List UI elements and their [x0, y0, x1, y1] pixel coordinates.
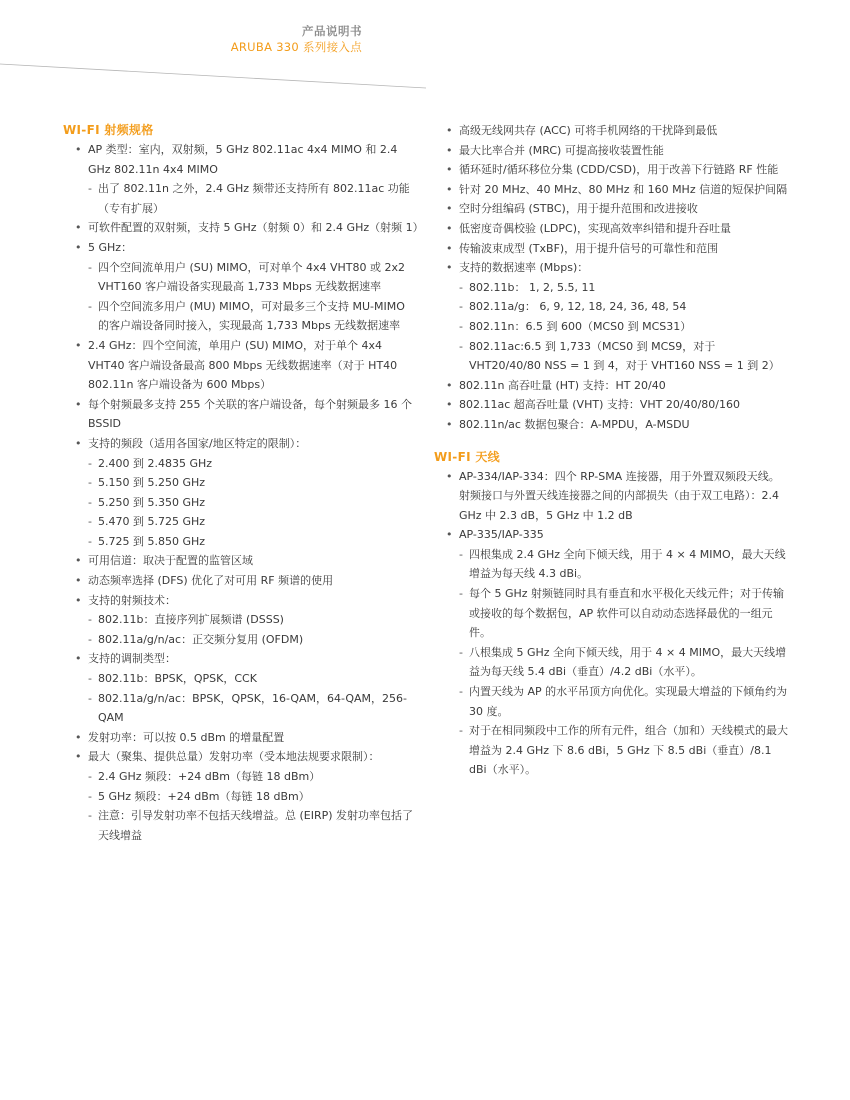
sub-bullet-item: - 802.11n：6.5 到 600（MCS0 到 MCS31） — [434, 317, 790, 337]
bullet-item: • 循环延时/循环移位分集 (CDD/CSD)，用于改善下行链路 RF 性能 — [434, 160, 790, 180]
bullet-item: • AP 类型：室内，双射频，5 GHz 802.11ac 4x4 MIMO 和 2.4 GHz 802.11n 4x4 MIMO — [63, 140, 419, 179]
bullet-item: • 空时分组编码 (STBC)，用于提升范围和改进接收 — [434, 199, 790, 219]
bullet-item: • 802.11n 高吞吐量 (HT) 支持：HT 20/40 — [434, 376, 790, 396]
sub-bullet-item: - 802.11a/g/n/ac：BPSK，QPSK，16-QAM，64-QAM，256-QAM — [63, 689, 419, 728]
sub-bullet-item: - 四根集成 2.4 GHz 全向下倾天线，用于 4 × 4 MIMO，最大天线增益为每天线 4.3 dBi。 — [434, 545, 790, 584]
bullet-item: • 802.11n/ac 数据包聚合：A-MPDU，A-MSDU — [434, 415, 790, 435]
bullet-item: • 支持的射频技术： — [63, 591, 419, 611]
bullet-item: • 802.11ac 超高吞吐量 (VHT) 支持：VHT 20/40/80/160 — [434, 395, 790, 415]
bullet-item: • 针对 20 MHz、40 MHz、80 MHz 和 160 MHz 信道的短保护间隔 — [434, 180, 790, 200]
bullet-item: • 可软件配置的双射频，支持 5 GHz（射频 0）和 2.4 GHz（射频 1） — [63, 218, 419, 238]
sub-bullet-item: - 5.470 到 5.725 GHz — [63, 512, 419, 532]
sub-bullet-item: - 2.400 到 2.4835 GHz — [63, 454, 419, 474]
rf-features-list — [434, 121, 790, 435]
sub-bullet-item: - 802.11a/g： 6, 9, 12, 18, 24, 36, 48, 54 — [434, 297, 790, 317]
sub-bullet-item: - 802.11ac:6.5 到 1,733（MCS0 到 MCS9，对于 VHT20/40/80 NSS = 1 到 4，对于 VHT160 NSS = 1 到 2） — [434, 337, 790, 376]
section-title-rf-specs: WI-FI 射频规格 — [63, 123, 154, 137]
sub-bullet-item: - 5.250 到 5.350 GHz — [63, 493, 419, 513]
sub-bullet-item: - 四个空间流多用户 (MU) MIMO，可对最多三个支持 MU-MIMO 的客户端设备同时接入，实现最高 1,733 Mbps 无线数据速率 — [63, 297, 419, 336]
bullet-item: • AP-335/IAP-335 — [434, 525, 790, 545]
sub-bullet-item: - 八根集成 5 GHz 全向下倾天线，用于 4 × 4 MIMO，最大天线增益为每天线 5.4 dBi（垂直）/4.2 dBi（水平）。 — [434, 643, 790, 682]
sub-bullet-item: - 对于在相同频段中工作的所有元件，组合（加和）天线模式的最大增益为 2.4 GHz 下 8.6 dBi，5 GHz 下 8.5 dBi（垂直）/8.1 dBi（水平）。 — [434, 721, 790, 780]
bullet-item: • 高级无线网共存 (ACC) 可将手机网络的干扰降到最低 — [434, 121, 790, 141]
sub-bullet-item: - 802.11b：BPSK，QPSK，CCK — [63, 669, 419, 689]
antenna-list — [434, 467, 790, 781]
bullet-item: • 5 GHz： — [63, 238, 419, 258]
sub-bullet-item: - 802.11b： 1, 2, 5.5, 11 — [434, 278, 790, 298]
bullet-item: • 低密度奇偶校验 (LDPC)，实现高效率纠错和提升吞吐量 — [434, 219, 790, 239]
rf-specs-list — [63, 140, 424, 845]
sub-bullet-item: - 802.11b：直接序列扩展频谱 (DSSS) — [63, 610, 419, 630]
bullet-item: • 动态频率选择 (DFS) 优化了对可用 RF 频谱的使用 — [63, 571, 419, 591]
header-title: 产品说明书 — [302, 24, 362, 38]
sub-bullet-item: - 每个 5 GHz 射频链同时具有垂直和水平极化天线元件；对于传输或接收的每个数据包，AP 软件可以自动动态选择最优的一组元件。 — [434, 584, 790, 643]
bullet-item: • 最大比率合并 (MRC) 可提高接收装置性能 — [434, 141, 790, 161]
bullet-item: • 可用信道：取决于配置的监管区域 — [63, 551, 419, 571]
section-title-antenna: WI-FI 天线 — [434, 449, 500, 464]
sub-bullet-item: - 5.725 到 5.850 GHz — [63, 532, 419, 552]
header-divider-line — [0, 58, 426, 98]
bullet-item: • 支持的数据速率 (Mbps)： — [434, 258, 790, 278]
sub-bullet-item: - 5.150 到 5.250 GHz — [63, 473, 419, 493]
header-subtitle: ARUBA 330 系列接入点 — [230, 40, 362, 54]
sub-bullet-item: - 5 GHz 频段：+24 dBm（每链 18 dBm） — [63, 787, 419, 807]
left-column — [63, 121, 424, 845]
bullet-item: • 最大（聚集、提供总量）发射功率（受本地法规要求限制）： — [63, 747, 419, 767]
bullet-item: • 传输波束成型 (TxBF)，用于提升信号的可靠性和范围 — [434, 239, 790, 259]
sub-bullet-item: - 出了 802.11n 之外，2.4 GHz 频带还支持所有 802.11ac 功能（专有扩展） — [63, 179, 419, 218]
sub-bullet-item: - 四个空间流单用户 (SU) MIMO，可对单个 4x4 VHT80 或 2x2 VHT160 客户端设备实现最高 1,733 Mbps 无线数据速率 — [63, 258, 419, 297]
bullet-item: • 支持的调制类型： — [63, 649, 419, 669]
sub-bullet-item: - 2.4 GHz 频段：+24 dBm（每链 18 dBm） — [63, 767, 419, 787]
bullet-item: • 每个射频最多支持 255 个关联的客户端设备，每个射频最多 16 个 BSSID — [63, 395, 419, 434]
bullet-item: • 支持的频段（适用各国家/地区特定的限制）： — [63, 434, 419, 454]
bullet-item: • 发射功率：可以按 0.5 dBm 的增量配置 — [63, 728, 419, 748]
right-column — [434, 121, 790, 780]
bullet-item: • AP-334/IAP-334：四个 RP-SMA 连接器，用于外置双频段天线。射频接口与外置天线连接器之间的内部损失（由于双工电路）：2.4 GHz 中 2.3 dB，5 GHz 中 1.2 dB — [434, 467, 790, 526]
sub-bullet-item: - 内置天线为 AP 的水平吊顶方向优化。实现最大增益的下倾角约为 30 度。 — [434, 682, 790, 721]
bullet-item: • 2.4 GHz：四个空间流，单用户 (SU) MIMO，对于单个 4x4 VHT40 客户端设备最高 800 Mbps 无线数据速率（对于 HT40 802.11n 客户端设备为 600 Mbps） — [63, 336, 419, 395]
sub-bullet-item: - 802.11a/g/n/ac：正交频分复用 (OFDM) — [63, 630, 419, 650]
sub-bullet-item: - 注意：引导发射功率不包括天线增益。总 (EIRP) 发射功率包括了天线增益 — [63, 806, 419, 845]
